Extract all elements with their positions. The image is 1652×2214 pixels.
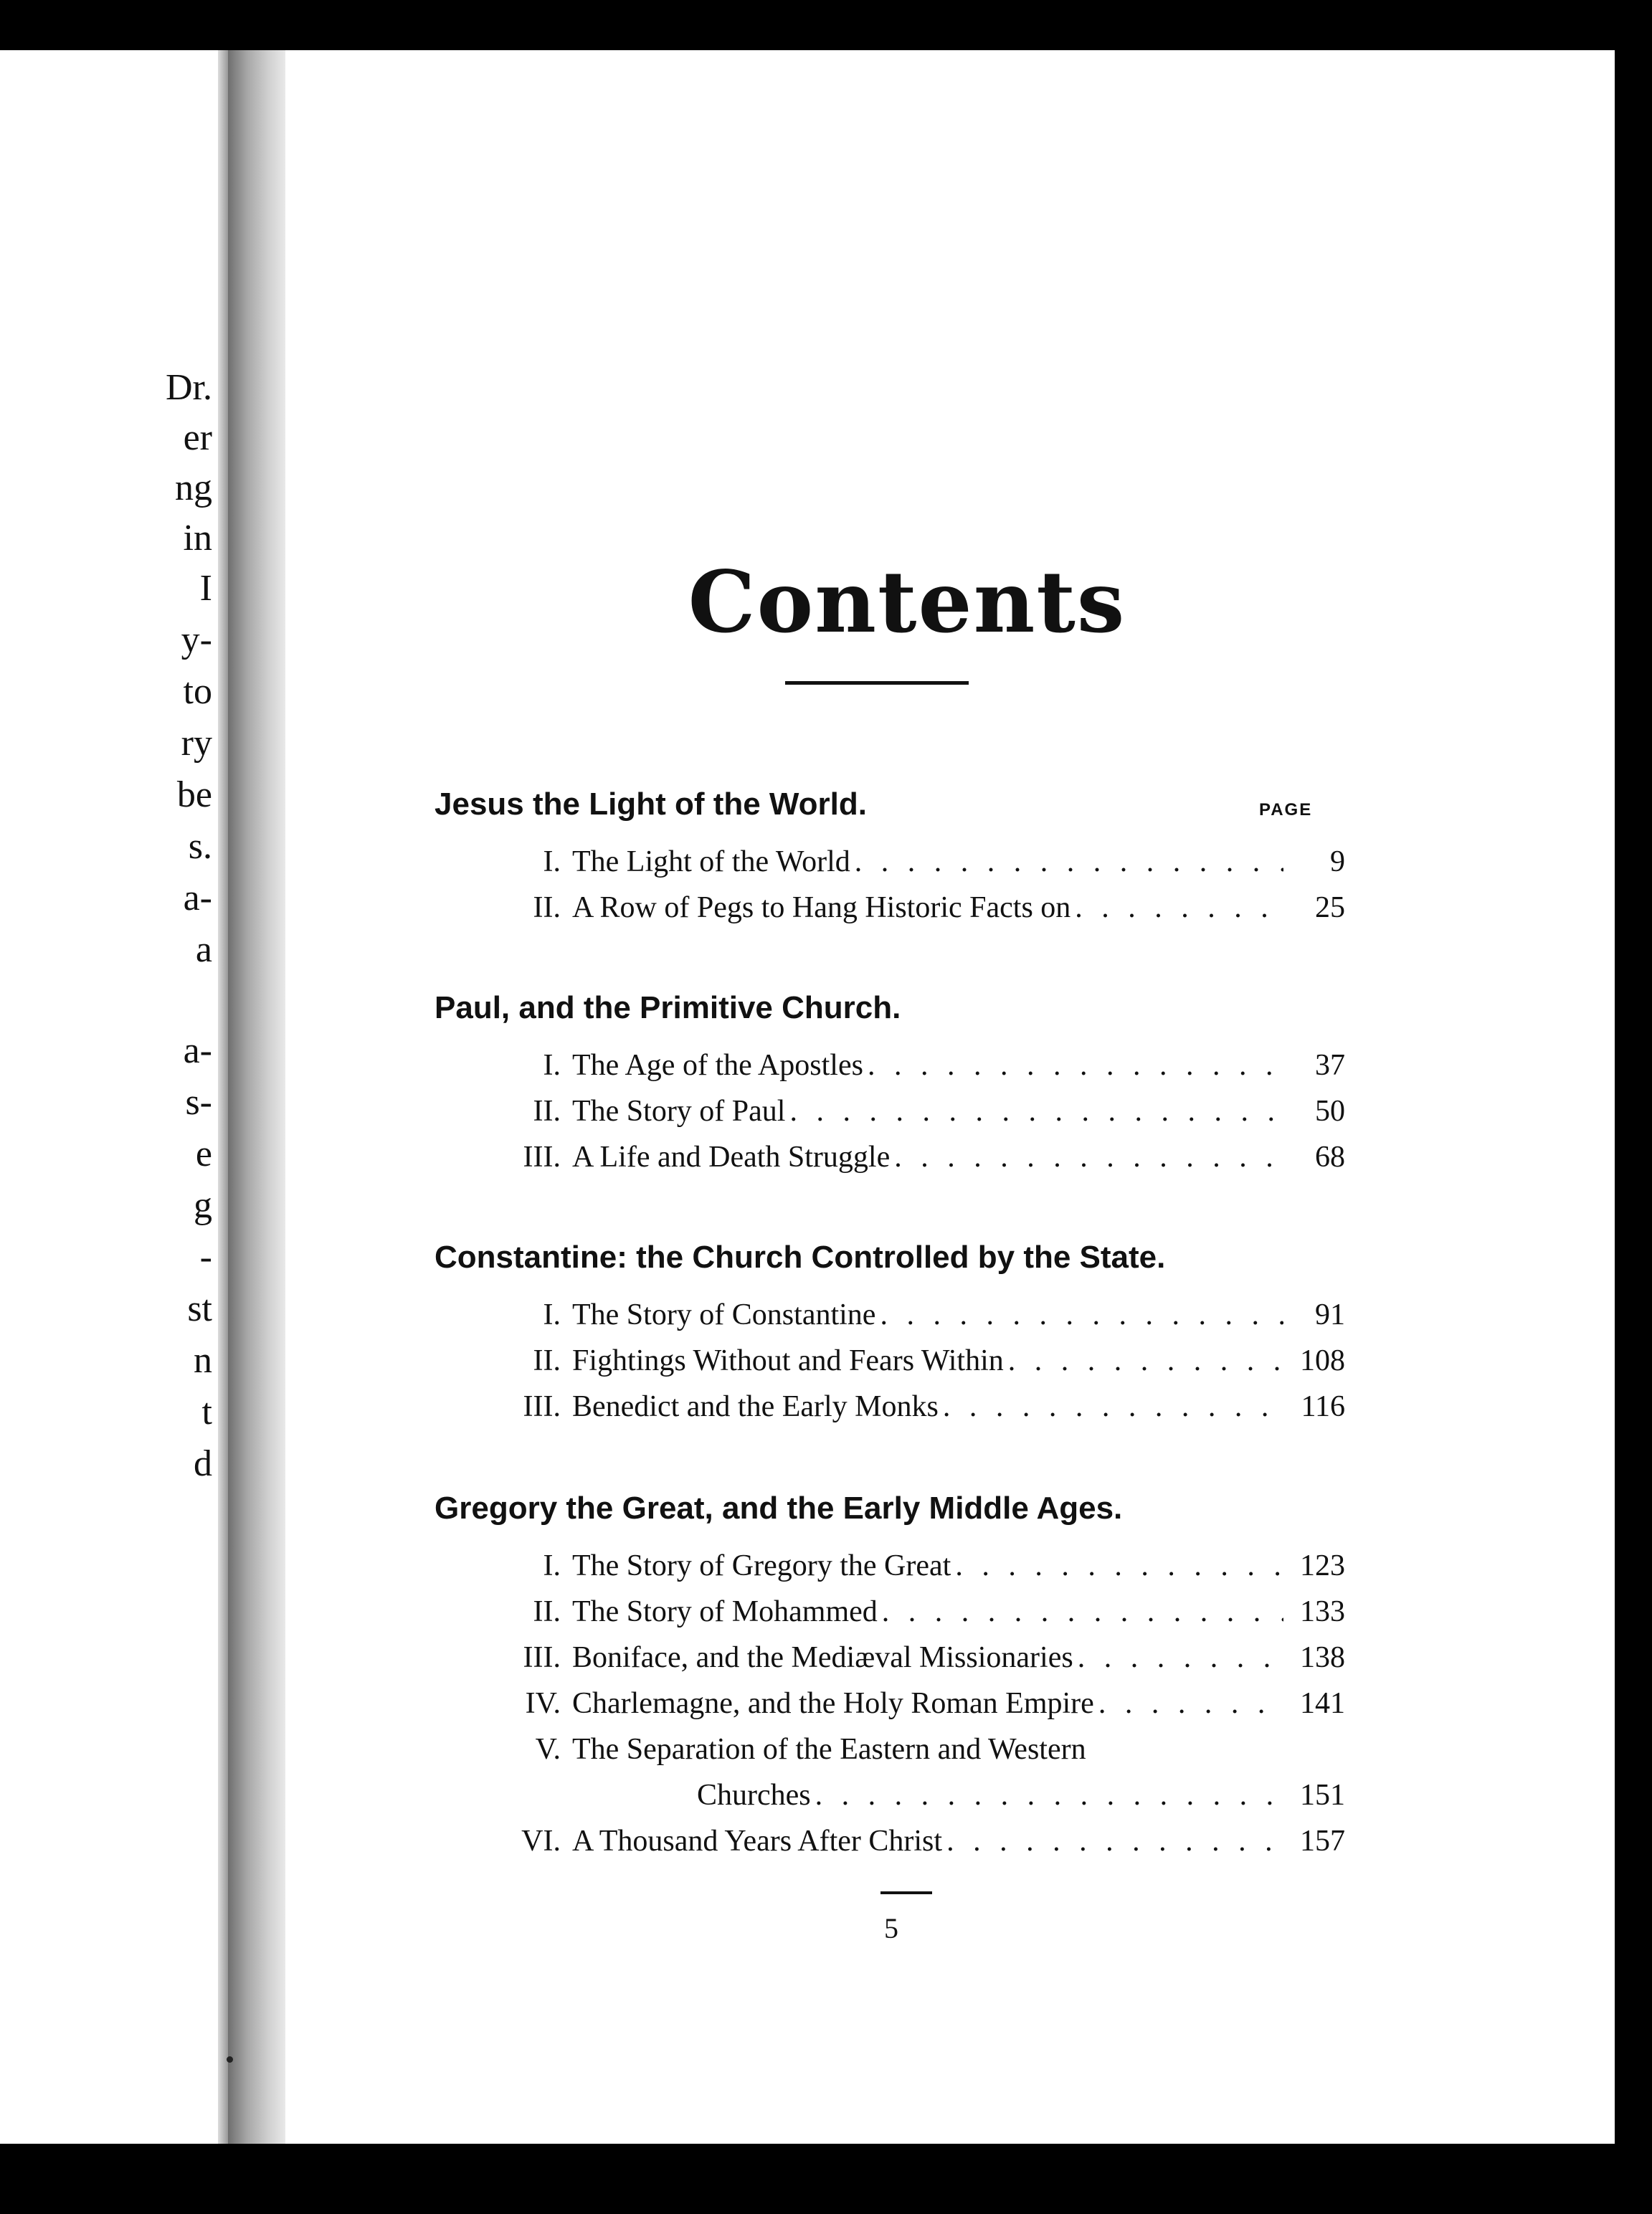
dot-leader bbox=[946, 1818, 1283, 1864]
section-heading: Gregory the Great, and the Early Middle Ages. bbox=[435, 1491, 1123, 1526]
text-fragment: s- bbox=[185, 1082, 212, 1123]
toc-section bbox=[435, 787, 1345, 931]
dot-leader bbox=[1075, 885, 1283, 931]
text-fragment: be bbox=[176, 774, 212, 815]
chapter-title: The Story of Mohammed bbox=[572, 1595, 878, 1629]
dot-leader bbox=[1098, 1681, 1283, 1726]
page-column-label: PAGE bbox=[1259, 800, 1313, 819]
left-facing-page bbox=[0, 50, 228, 2144]
chapter-number: III. bbox=[523, 1141, 561, 1174]
chapter-number: I. bbox=[543, 1298, 561, 1332]
text-fragment: I bbox=[199, 568, 212, 609]
chapter-title: The Story of Gregory the Great bbox=[572, 1549, 951, 1583]
chapter-number: III. bbox=[523, 1390, 561, 1424]
toc-entry[interactable] bbox=[435, 1338, 1345, 1384]
page-ref: 91 bbox=[1315, 1298, 1345, 1332]
section-heading: Constantine: the Church Controlled by the State. bbox=[435, 1240, 1166, 1275]
page-ref: 68 bbox=[1315, 1141, 1345, 1174]
page-edge bbox=[1615, 50, 1625, 2144]
page-number: 5 bbox=[884, 1912, 898, 1944]
toc-section bbox=[435, 991, 1345, 1180]
chapter-title: The Age of the Apostles bbox=[572, 1049, 863, 1083]
chapter-number: III. bbox=[523, 1641, 561, 1675]
dot-leader bbox=[880, 1292, 1283, 1338]
spine-shadow bbox=[218, 50, 228, 2144]
chapter-title: Benedict and the Early Monks bbox=[572, 1390, 939, 1424]
footer-rule bbox=[880, 1891, 932, 1894]
chapter-title: The Story of Paul bbox=[572, 1095, 786, 1129]
ink-speck bbox=[227, 2056, 233, 2063]
page-ref: 123 bbox=[1300, 1549, 1345, 1583]
chapter-title: Fightings Without and Fears Within bbox=[572, 1344, 1004, 1378]
chapter-number: VI. bbox=[521, 1825, 561, 1858]
page-ref: 116 bbox=[1301, 1390, 1345, 1424]
chapter-number: II. bbox=[533, 1595, 561, 1629]
page-ref: 25 bbox=[1315, 891, 1345, 925]
dot-leader bbox=[955, 1543, 1283, 1589]
chapter-number: I. bbox=[543, 1549, 561, 1583]
dot-leader bbox=[789, 1088, 1283, 1134]
chapter-number: IV. bbox=[525, 1687, 561, 1721]
toc-entry[interactable] bbox=[435, 1681, 1345, 1726]
chapter-title: Charlemagne, and the Holy Roman Empire bbox=[572, 1687, 1094, 1721]
chapter-number: V. bbox=[535, 1733, 561, 1767]
toc-entry[interactable] bbox=[435, 1042, 1345, 1088]
text-fragment: er bbox=[183, 417, 212, 458]
toc-entry[interactable] bbox=[435, 1589, 1345, 1635]
toc-entry[interactable] bbox=[435, 1818, 1345, 1864]
chapter-number: II. bbox=[533, 1344, 561, 1378]
page-ref: 157 bbox=[1300, 1825, 1345, 1858]
chapter-number: I. bbox=[543, 845, 561, 879]
chapter-title: Boniface, and the Mediæval Missionaries bbox=[572, 1641, 1073, 1675]
chapter-number: II. bbox=[533, 891, 561, 925]
toc-entry[interactable] bbox=[435, 1635, 1345, 1681]
text-fragment: - bbox=[199, 1237, 212, 1278]
dot-leader bbox=[1078, 1635, 1283, 1681]
toc-entry[interactable] bbox=[435, 1384, 1345, 1430]
page-ref: 133 bbox=[1300, 1595, 1345, 1629]
book-gutter bbox=[228, 50, 285, 2144]
text-fragment: in bbox=[183, 518, 212, 559]
chapter-title: A Thousand Years After Christ bbox=[572, 1825, 943, 1858]
text-fragment: Dr. bbox=[166, 367, 212, 408]
dot-leader bbox=[815, 1772, 1283, 1818]
chapter-number: II. bbox=[533, 1095, 561, 1129]
dot-leader bbox=[1008, 1338, 1283, 1384]
text-fragment: st bbox=[187, 1288, 212, 1329]
toc-entry[interactable] bbox=[435, 839, 1345, 885]
toc-entry[interactable] bbox=[435, 1134, 1345, 1180]
chapter-title-continued: Churches bbox=[697, 1779, 811, 1812]
text-fragment: a- bbox=[183, 878, 212, 918]
toc-entry[interactable] bbox=[435, 1088, 1345, 1134]
page-ref: 151 bbox=[1300, 1779, 1345, 1812]
chapter-title: A Row of Pegs to Hang Historic Facts on bbox=[572, 891, 1071, 925]
title-rule bbox=[785, 681, 969, 685]
toc-section bbox=[435, 1491, 1345, 1864]
chapter-title: A Life and Death Struggle bbox=[572, 1141, 891, 1174]
toc-entry[interactable] bbox=[435, 885, 1345, 931]
text-fragment: s. bbox=[188, 826, 212, 867]
chapter-title: The Separation of the Eastern and Western bbox=[572, 1733, 1086, 1767]
toc-section bbox=[435, 1240, 1345, 1430]
page-ref: 9 bbox=[1330, 845, 1345, 879]
text-fragment: g bbox=[194, 1185, 212, 1226]
text-fragment: ng bbox=[175, 467, 212, 508]
dot-leader bbox=[894, 1134, 1283, 1180]
text-fragment: y- bbox=[181, 619, 212, 660]
chapter-title: The Light of the World bbox=[572, 845, 850, 879]
page-ref: 141 bbox=[1300, 1687, 1345, 1721]
chapter-title: The Story of Constantine bbox=[572, 1298, 876, 1332]
dot-leader bbox=[855, 839, 1283, 885]
chapter-number: I. bbox=[543, 1049, 561, 1083]
page-ref: 37 bbox=[1315, 1049, 1345, 1083]
toc-entry[interactable] bbox=[435, 1543, 1345, 1589]
toc-entry[interactable] bbox=[435, 1726, 1345, 1772]
toc-entry[interactable] bbox=[435, 1292, 1345, 1338]
contents-page bbox=[285, 50, 1615, 2144]
dot-leader bbox=[943, 1384, 1283, 1430]
page-title: Contents bbox=[688, 552, 1126, 652]
page-ref: 108 bbox=[1300, 1344, 1345, 1378]
text-fragment: n bbox=[194, 1340, 212, 1381]
section-heading: Jesus the Light of the World. bbox=[435, 787, 867, 822]
toc-entry-continuation[interactable] bbox=[435, 1772, 1345, 1818]
text-fragment: t bbox=[201, 1392, 212, 1433]
dot-leader bbox=[882, 1589, 1283, 1635]
text-fragment: a- bbox=[183, 1030, 212, 1071]
text-fragment: d bbox=[194, 1443, 212, 1484]
page-ref: 50 bbox=[1315, 1095, 1345, 1129]
text-fragment: a bbox=[195, 929, 212, 970]
section-heading: Paul, and the Primitive Church. bbox=[435, 990, 901, 1025]
text-fragment: to bbox=[183, 671, 212, 712]
text-fragment: ry bbox=[181, 723, 212, 764]
text-fragment: e bbox=[195, 1134, 212, 1174]
dot-leader bbox=[868, 1042, 1283, 1088]
page-ref: 138 bbox=[1300, 1641, 1345, 1675]
